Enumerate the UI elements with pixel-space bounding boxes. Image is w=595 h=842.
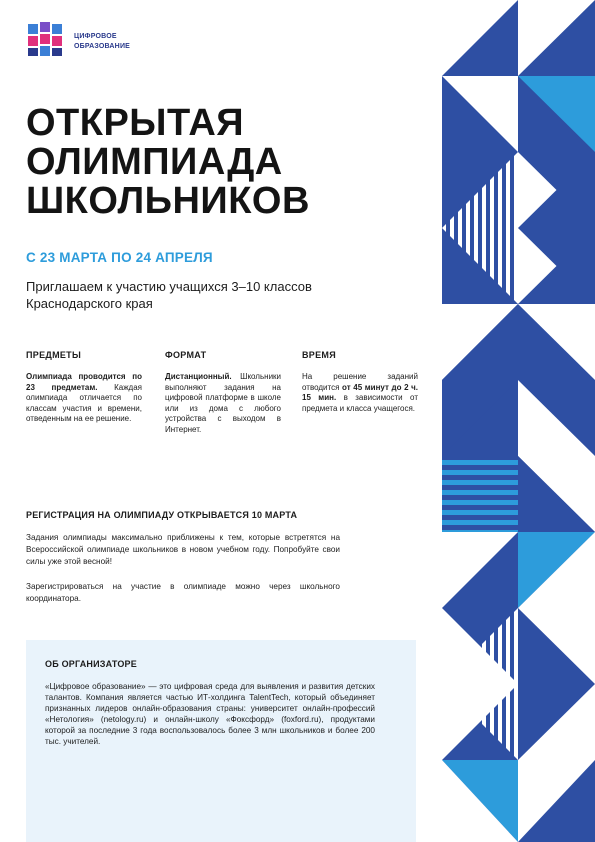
registration-paragraph-2: Зарегистрироваться на участие в олимпиаде можно через школьного координатора. [26,582,340,603]
column-text: На решение заданий отводится от 45 минут до 2 ч. 15 мин. в зависимости от предмета и класса учащегося. [302,372,419,413]
organizer-title: ОБ ОРГАНИЗАТОРЕ [45,659,137,669]
logo-line-2: ОБРАЗОВАНИЕ [74,43,131,50]
event-dates: С 23 МАРТА ПО 24 АПРЕЛЯ [26,250,213,265]
logo-text [74,32,130,52]
title-line-3: ШКОЛЬНИКОВ [26,180,310,222]
geometric-pattern [442,0,595,842]
column-heading: ФОРМАТ [165,350,207,360]
column-subjects [26,350,142,425]
column-format [165,350,281,435]
column-heading: ПРЕДМЕТЫ [26,350,82,360]
page-title [26,104,310,221]
title-line-2: ОЛИМПИАДА [26,141,283,183]
column-text: Дистанционный. Школьники выполняют задания на цифровой платформе в школе или из дома с любого устройства с выходом в Интернет. [165,372,281,434]
registration-title: РЕГИСТРАЦИЯ НА ОЛИМПИАДУ ОТКРЫВАЕТСЯ 10 МАРТА [26,510,298,520]
column-text: Олимпиада проводится по 23 предметам. Каждая олимпиада отличается по классам участия и времени, отведенным на ее решение. [26,372,142,423]
column-time [302,350,418,414]
title-line-1: ОТКРЫТАЯ [26,102,245,144]
column-heading: ВРЕМЯ [302,350,336,360]
registration-paragraph-1: Задания олимпиады максимально приближены к тем, которые встретятся на Всероссийской олимпиаде школьников в новом учебном году. Попробуйте свои силы уже этой весной! [26,533,340,566]
organizer-text: «Цифровое образование» — это цифровая среда для выявления и развития детских талантов. Компания является частью ИТ-холдинга TalentTech, который объединяет признанных лидеров онлайн-образования страны: университет онлайн-профессий «Нетология» (netology.ru) и онлайн-школу «Фоксфорд» (foxford.ru), продуктами которой за последние 3 года воспользовалось более 3 млн школьников и более 200 тыс. учителей. [45,682,375,746]
logo-line-1: ЦИФРОВОЕ [74,33,117,40]
intro-text: Приглашаем к участию учащихся 3–10 классов Краснодарского края [26,279,312,311]
